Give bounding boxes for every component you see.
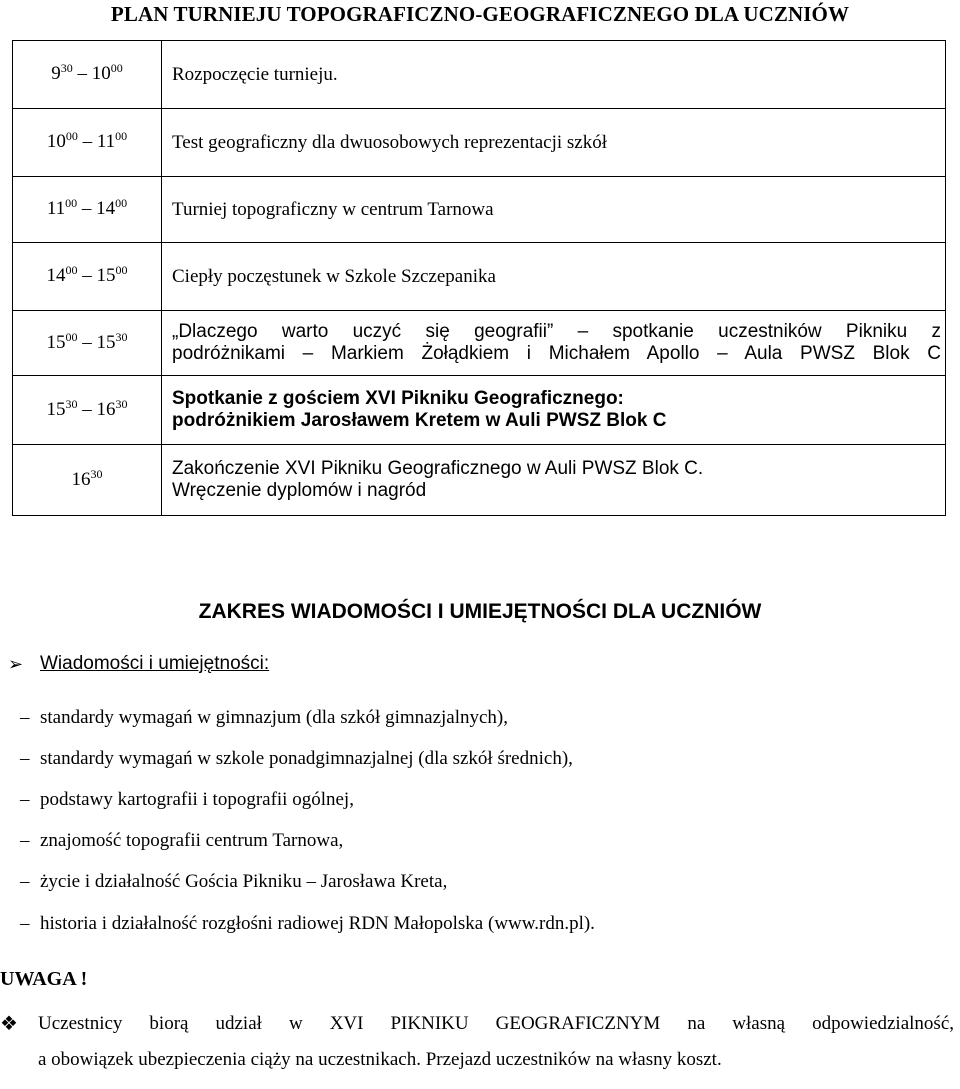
event-line: podróżnikiem Jarosławem Kretem w Auli PWSZ Blok C	[172, 410, 667, 431]
schedule-row	[13, 109, 946, 177]
event-line: „Dlaczego warto uczyć się geografii” – spotkanie uczestników Pikniku z	[172, 321, 941, 342]
event-cell: Rozpoczęcie turnieju.	[162, 41, 946, 109]
event-cell: Ciepły poczęstunek w Szkole Szczepanika	[162, 243, 946, 311]
time-cell: $9^{30} - 10^{00}$	[13, 41, 162, 109]
time-cell: $16^{30}$	[13, 445, 162, 516]
event-cell	[162, 445, 946, 516]
diamond-bullet-icon: ❖	[0, 1013, 18, 1035]
scope-label-row	[8, 653, 269, 675]
schedule-row	[13, 311, 946, 376]
event-cell	[162, 376, 946, 445]
time-cell: $15^{00} - 15^{30}$	[13, 311, 162, 376]
warning-heading: UWAGA !	[0, 968, 88, 990]
list-item: – standardy wymagań w gimnazjum (dla szkół gimnazjalnych),	[20, 706, 509, 728]
schedule-row	[13, 243, 946, 311]
warning-line: Uczestnicy biorą udział w XVI PIKNIKU GEOGRAFICZNYM na własną odpowiedzialność,	[38, 1013, 954, 1034]
time-cell: $10^{00} - 11^{00}$	[13, 109, 162, 177]
list-item: – podstawy kartografii i topografii ogólnej,	[20, 788, 354, 810]
list-item: – znajomość topografii centrum Tarnowa,	[20, 830, 344, 852]
time-cell: $15^{30} - 16^{30}$	[13, 376, 162, 445]
schedule-row	[13, 445, 946, 516]
list-item: – standardy wymagań w szkole ponadgimnazjalnej (dla szkół średnich),	[20, 747, 573, 769]
scope-list	[20, 697, 595, 944]
schedule-row	[13, 177, 946, 243]
list-item: – życie i działalność Gościa Pikniku – Jarosława Kreta,	[20, 871, 448, 893]
event-cell	[162, 311, 946, 376]
event-line: podróżnikami – Markiem Żołądkiem i Michałem Apollo – Aula PWSZ Blok C	[172, 343, 941, 364]
event-line: Wręczenie dyplomów i nagród	[172, 480, 427, 501]
page-title: PLAN TURNIEJU TOPOGRAFICZNO-GEOGRAFICZNEGO DLA UCZNIÓW	[110, 2, 850, 26]
schedule-row	[13, 376, 946, 445]
list-item: – historia i działalność rozgłośni radiowej RDN Małopolska (www.rdn.pl).	[20, 912, 595, 934]
event-line: Spotkanie z gościem XVI Pikniku Geograficznego:	[172, 388, 624, 409]
scope-label: Wiadomości i umiejętności:	[40, 653, 270, 674]
schedule-table	[12, 40, 946, 516]
warning-line: a obowiązek ubezpieczenia ciąży na uczestnikach. Przejazd uczestników na własny koszt.	[38, 1049, 722, 1070]
warning-note	[0, 1006, 954, 1078]
event-line: Zakończenie XVI Pikniku Geograficznego w Auli PWSZ Blok C.	[172, 458, 704, 479]
event-cell: Turniej topograficzny w centrum Tarnowa	[162, 177, 946, 243]
time-cell: $11^{00} - 14^{00}$	[13, 177, 162, 243]
schedule-row	[13, 41, 946, 109]
time-cell: $14^{00} - 15^{00}$	[13, 243, 162, 311]
scope-title: ZAKRES WIADOMOŚCI I UMIEJĘTNOŚCI DLA UCZNIÓW	[198, 600, 762, 623]
arrow-bullet-icon: ➢	[8, 653, 24, 674]
event-cell: Test geograficzny dla dwuosobowych reprezentacji szkół	[162, 109, 946, 177]
